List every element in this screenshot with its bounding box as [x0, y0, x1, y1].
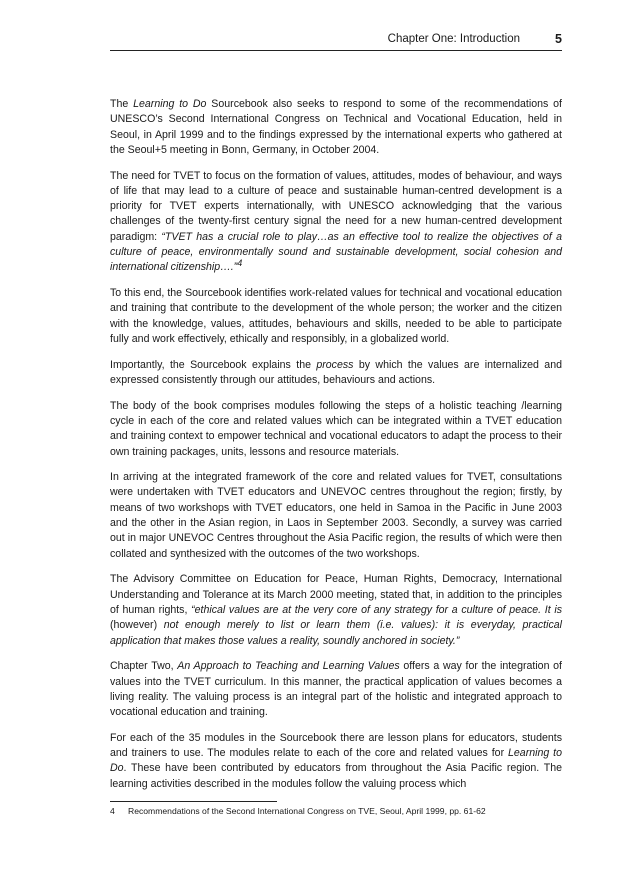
chapter-title: Chapter One: Introduction — [387, 33, 520, 45]
paragraph — [110, 470, 562, 562]
paragraph — [110, 572, 562, 648]
paragraph — [110, 286, 562, 347]
text-run: The — [110, 98, 134, 110]
italic-run: not enough merely to list or learn them (i.e. values): it is everyday, practical application that makes those values a reality, soundly anchored in society.” — [110, 619, 562, 647]
footnote-number: 4 — [110, 806, 115, 816]
text-run: In arriving at the integrated framework of the core and related values for TVET, consultations were undertaken with TVET educators and UNEVOC centres throughout the region; firstly, by means of two workshops with TVET educators, one held in Samoa in the Pacific in June 2003 and the other in the Asian region, in Laos in September 2003. Secondly, a survey was carried out in major UNEVOC Centres throughout the Asia Pacific region, the results of which were then collated and synthesized with the outcomes of the two workshops. — [110, 471, 562, 560]
text-run: The Advisory Committee on Education for Peace, Human Rights, Democracy, International Understanding and Tolerance at its March 2000 meeting, stated that, in addition to the principles of human rights, — [110, 573, 562, 616]
text-run: For each of the 35 modules in the Sourcebook there are lesson plans for educators, students and trainers to use. The modules relate to each of the core and related values for — [110, 731, 562, 760]
text-run: . These have been contributed by educators from throughout the Asia Pacific region. The learning activities described in the modules follow the valuing process which — [110, 762, 562, 790]
italic-run: Learning to Do — [110, 747, 562, 775]
text-run: The need for TVET to focus on the formation of values, attitudes, modes of behaviour, and ways of life that may lead to a culture of peace and sustainable human-centred development is a priority for TVET experts internationally, with UNESCO acknowledging that the various challenges of the twenty-first century signal the need for a new human-centred development paradigm: — [110, 169, 562, 243]
paragraph — [110, 399, 562, 460]
paragraph — [110, 659, 562, 720]
italic-run: “ethical values are at the very core of any strategy for a culture of peace. It is — [191, 603, 562, 616]
footnote-divider — [110, 801, 277, 802]
body-text — [110, 97, 562, 802]
text-run: offers a way for the integration of values into the TVET curriculum. In this manner, the practical application of values becomes a living reality. The valuing process is an integral part of the holistic and integrated approach to vocational education and training. — [110, 660, 562, 719]
paragraph — [110, 169, 562, 276]
text-run: To this end, the Sourcebook identifies work-related values for technical and vocational education and training that contribute to the development of the whole person; the worker and the citizen with the knowledge, values, attitudes, behaviours and skills, needed to be able to participate fully and work effectively, ethically and responsibly, in a globalized world. — [110, 287, 562, 345]
text-run: Sourcebook also seeks to respond to some of the recommendations of UNESCO’s Second International Congress on Technical and Vocational Education, held in Seoul, in April 1999 and to the findings expressed by the international experts who gathered at the Seoul+5 meeting in Bonn, Germany, in October 2004. — [110, 98, 562, 156]
page-number: 5 — [555, 32, 562, 46]
footnote-text: Recommendations of the Second International Congress on TVE, Seoul, April 1999, pp. 61-62 — [128, 806, 486, 816]
footnote — [110, 806, 562, 816]
text-run: (however) — [110, 619, 164, 632]
text-run: Chapter Two, — [110, 660, 178, 673]
italic-run: process — [316, 358, 354, 371]
italic-run: An Approach to Teaching and Learning Values — [177, 660, 400, 673]
paragraph — [110, 358, 562, 389]
page-header — [110, 32, 562, 51]
italic-run: “TVET has a crucial role to play…as an effective tool to realize the objectives of a culture of peace, environmentally sound and sustainable development, social cohesion and international citizenship….” — [110, 230, 562, 274]
footnote-ref: 4 — [237, 258, 243, 269]
text-run: The body of the book comprises modules following the steps of a holistic teaching /learning cycle in each of the core and related values which can be integrated within a TVET education and training context to empower technical and vocational educators to adapt the process to their own training packages, units, lessons and resource materials. — [110, 399, 562, 458]
paragraph — [110, 731, 562, 792]
paragraph — [110, 97, 562, 158]
text-run: by which the values are internalized and expressed consistently through our attitudes, behaviours and actions. — [110, 358, 562, 386]
text-run: Importantly, the Sourcebook explains the — [110, 358, 317, 371]
italic-run: Learning to Do — [133, 98, 207, 110]
